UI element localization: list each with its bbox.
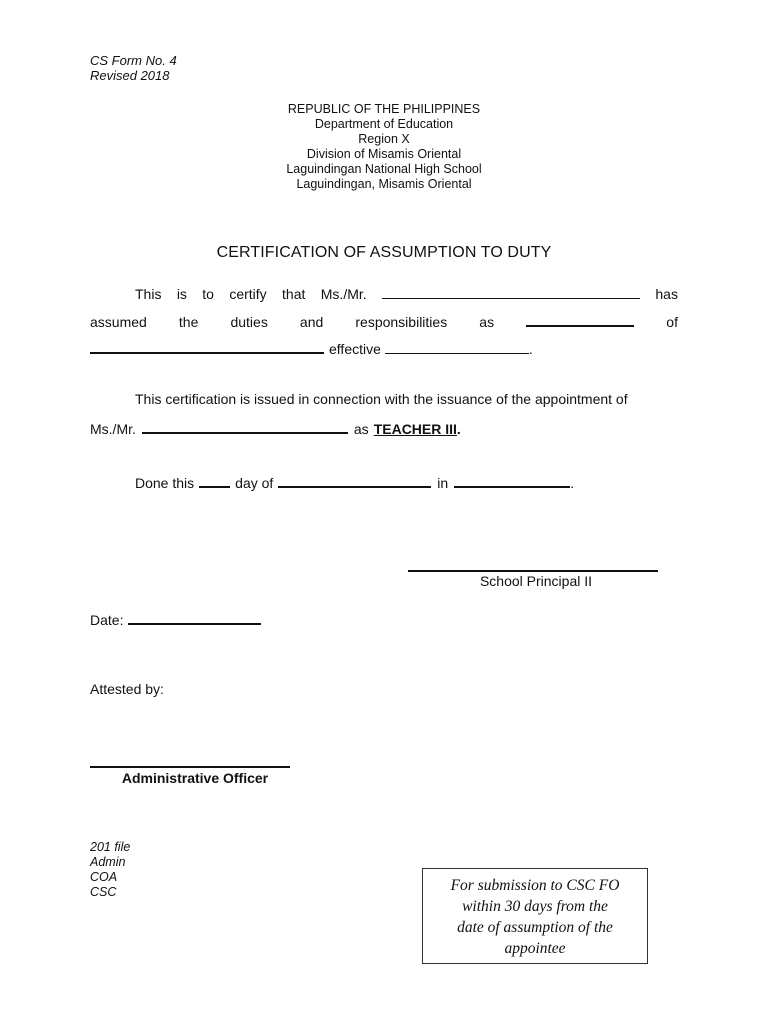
copy-furnished-list	[90, 840, 130, 900]
word: certify	[229, 286, 267, 302]
copy-item: 201 file	[90, 840, 131, 854]
word: that	[282, 286, 306, 302]
note-line: date of assumption of the	[457, 919, 613, 936]
word: Ms./Mr.	[90, 421, 136, 437]
word: duties	[230, 314, 268, 330]
paragraph-assumption	[90, 284, 678, 365]
word: the	[178, 314, 199, 330]
letterhead-address: Laguindingan, Misamis Oriental	[296, 177, 472, 191]
principal-signature-line[interactable]	[408, 570, 658, 572]
date-row	[90, 609, 261, 628]
letterhead-school: Laguindingan National High School	[286, 162, 482, 176]
paragraph-line	[90, 472, 678, 499]
word: day of	[235, 475, 274, 491]
effective-date-blank[interactable]	[385, 339, 529, 354]
day-blank[interactable]	[199, 472, 230, 488]
punctuation: .	[528, 341, 533, 357]
word: has	[655, 286, 678, 302]
word: effective	[329, 341, 381, 357]
word: is	[176, 286, 187, 302]
note-line: appointee	[504, 940, 566, 957]
word: assumed	[90, 314, 147, 330]
admin-signature-line[interactable]	[90, 766, 290, 768]
paragraph-line	[90, 391, 678, 418]
note-line: within 30 days from the	[462, 898, 608, 915]
office-blank[interactable]	[90, 338, 324, 354]
date-label: Date:	[90, 612, 124, 628]
copy-item: Admin	[90, 855, 126, 869]
paragraph-line	[90, 311, 678, 338]
submission-note-box	[422, 868, 648, 964]
punctuation: .	[570, 475, 575, 491]
document-title: CERTIFICATION OF ASSUMPTION TO DUTY	[216, 244, 552, 261]
letterhead-division: Division of Misamis Oriental	[306, 147, 462, 161]
attested-by-label: Attested by:	[90, 681, 164, 697]
month-blank[interactable]	[278, 472, 431, 488]
word: in	[437, 475, 449, 491]
copy-item: CSC	[90, 885, 117, 899]
paragraph-issuance	[90, 391, 678, 445]
paragraph-line	[90, 338, 678, 365]
letterhead	[0, 102, 768, 192]
principal-title: School Principal II	[479, 573, 593, 589]
word: as	[353, 421, 369, 437]
letterhead-department: Department of Education	[314, 117, 454, 131]
name-blank[interactable]	[382, 284, 640, 299]
appointee-name-blank[interactable]	[142, 418, 348, 434]
letterhead-region: Region X	[358, 132, 410, 146]
word: and	[299, 314, 324, 330]
word: of	[666, 314, 678, 330]
word: as	[479, 314, 495, 330]
letterhead-republic: REPUBLIC OF THE PHILIPPINES	[287, 102, 481, 116]
sentence: This certification is issued in connection with the issuance of the appointment of	[135, 391, 628, 407]
copy-item: COA	[90, 870, 118, 884]
note-line: For submission to CSC FO	[450, 877, 620, 894]
form-number-block	[90, 53, 177, 83]
year-blank[interactable]	[454, 472, 570, 488]
date-blank[interactable]	[128, 609, 261, 625]
form-number: CS Form No. 4	[90, 53, 177, 68]
word: responsibilities	[355, 314, 448, 330]
word: Ms./Mr.	[320, 286, 367, 302]
punctuation: .	[456, 421, 461, 437]
paragraph-line	[90, 418, 678, 445]
position-title: TEACHER III	[373, 421, 457, 437]
word: to	[202, 286, 214, 302]
word: Done this	[135, 475, 195, 491]
form-revised: Revised 2018	[90, 68, 170, 83]
position-blank[interactable]	[526, 311, 634, 327]
paragraph-line	[90, 284, 678, 311]
paragraph-done	[90, 472, 678, 499]
admin-title: Administrative Officer	[121, 770, 269, 786]
word: This	[135, 286, 162, 302]
